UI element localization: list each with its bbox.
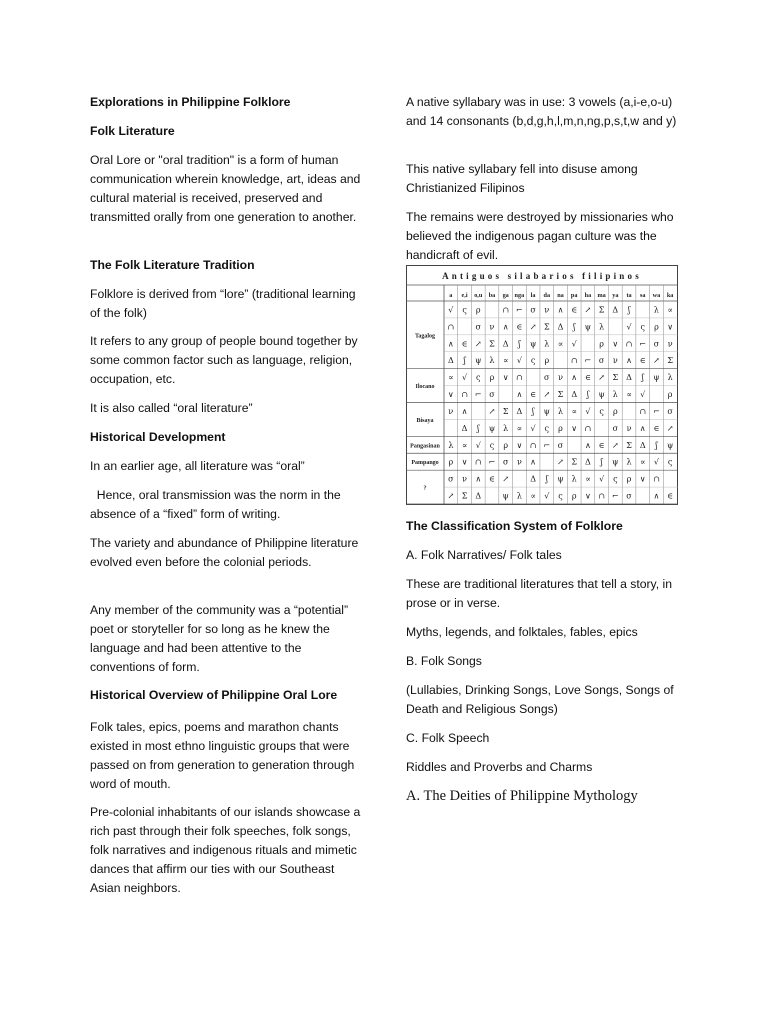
syllabary-glyph: ↗ [653,356,660,366]
syllabary-glyph: ∧ [584,440,591,450]
syllabary-glyph: Δ [585,457,591,467]
syllabary-glyph: ∨ [502,373,509,383]
syllabary-glyph: λ [667,373,673,383]
syllabary-column-header: ha [584,292,592,299]
syllabary-glyph: ν [516,457,522,467]
syllabary-glyph: ʃ [573,322,576,332]
syllabary-glyph: Σ [667,356,673,366]
syllabary-glyph: ∩ [639,406,647,416]
syllabary-glyph: ς [530,356,536,366]
syllabary-glyph: ʃ [518,339,521,349]
syllabary-glyph: ⌐ [653,406,660,416]
doc-title: Explorations in Philippine Folklore [90,95,291,109]
syllabary-glyph: λ [653,305,659,315]
syllabary-glyph: ʃ [532,406,535,416]
syllabary-glyph: ∝ [667,305,673,315]
syllabary-title: Antiguos silabarios filipinos [442,271,642,281]
syllabary-glyph: ∧ [571,373,578,383]
syllabary-glyph: ↗ [557,457,564,467]
syllabary-glyph: ψ [475,356,482,366]
syllabary-glyph: √ [448,305,454,315]
paragraph-native-syllabary: A native syllabary was in use: 3 vowels (a,i-e,o-u) and 14 consonants (b,d,g,h,l,m,n,ng,p,s,t,w and y) [406,95,677,128]
syllabary-glyph: ∈ [571,305,578,315]
syllabary-glyph: ʃ [586,390,589,400]
syllabary-glyph: ↗ [488,406,496,416]
syllabary-glyph: σ [667,406,673,416]
syllabary-glyph: Δ [475,491,482,501]
syllabary-glyph: ⌐ [474,390,482,400]
syllabary-glyph: ʃ [463,356,466,366]
syllabary-glyph: σ [502,457,509,467]
heading-deities: A. The Deities of Philippine Mythology [406,788,638,804]
syllabary-glyph: ∨ [516,440,523,450]
syllabary-glyph: ν [626,423,632,433]
syllabary-glyph: ρ [503,440,509,450]
syllabary-glyph: ↗ [543,390,551,400]
syllabary-glyph: ∝ [585,474,591,484]
syllabary-glyph: √ [516,356,522,366]
syllabary-glyph: ↗ [584,305,592,315]
paragraph-variety: The variety and abundance of Philippine literature evolved even before the colonial periods. [90,536,359,569]
syllabary-glyph: Σ [612,373,619,383]
syllabary-glyph: ψ [653,373,660,383]
syllabary-glyph: ∧ [557,305,564,315]
syllabary-glyph: λ [599,322,605,332]
syllabary-glyph: ∧ [639,423,646,433]
syllabary-glyph: ∈ [516,322,523,332]
paragraph-community-member: Any member of the community was a “potential” poet or storyteller for so long as he knew the language and had been attentive to the conventions of form. [90,603,349,674]
syllabary-glyph: ∧ [516,390,523,400]
paragraph-lore-definition: Folklore is derived from “lore” (traditional learning of the folk) [90,287,356,320]
paragraph-pre-colonial: Pre-colonial inhabitants of our islands showcase a rich past through their folk speeches, folk songs, folk narratives and indigenous rituals and mimetic dances that affirm our ties with our Southeast Asian neighbors. [90,805,361,895]
syllabary-glyph: Δ [530,474,536,484]
paragraph-myths-legends: Myths, legends, and folktales, fables, epics [406,625,638,639]
heading-historical-overview: Historical Overview of Philippine Oral Lore [90,688,338,702]
syllabary-glyph: Σ [543,322,550,332]
syllabary-glyph: ∩ [474,457,482,467]
syllabary-glyph: σ [530,305,536,315]
paragraph-traditional-literatures: These are traditional literatures that tell a story, in prose or in verse. [406,577,672,610]
syllabary-glyph: ∈ [489,474,495,484]
syllabary-glyph: ⌐ [488,457,496,467]
syllabary-glyph: ρ [475,305,481,315]
syllabary-row-label: Tagalog [414,333,436,340]
syllabary-glyph: ↗ [529,322,537,332]
syllabary-glyph: ∩ [625,339,633,349]
syllabary-glyph: ∩ [653,474,660,484]
syllabary-glyph: ↗ [611,440,619,450]
syllabary-glyph: ψ [543,406,550,416]
syllabary-glyph: Δ [516,406,523,416]
syllabary-glyph: λ [489,356,495,366]
syllabary-glyph: ∨ [461,457,468,467]
syllabary-glyph: ς [476,373,481,383]
syllabary-glyph: Δ [571,390,578,400]
syllabary-glyph: Σ [557,390,564,400]
syllabary-glyph: λ [626,457,632,467]
syllabary-glyph: λ [544,339,550,349]
syllabary-column-header: ya [612,292,619,299]
syllabary-glyph: Δ [557,322,564,332]
syllabary-glyph: ρ [626,474,632,484]
syllabary-row-label: Pangasinan [410,443,440,450]
syllabary-glyph: ς [640,322,645,332]
syllabary-glyph: ⌐ [639,339,647,349]
syllabary-glyph: ↗ [666,423,674,433]
syllabary-row-label: Ilocano [415,384,435,391]
paragraph-earlier-age: In an earlier age, all literature was “oral” [90,459,305,473]
syllabary-glyph: √ [530,423,536,433]
syllabary-glyph: Δ [612,305,619,315]
syllabary-glyph: ⌐ [516,305,523,315]
syllabary-glyph: ʃ [655,440,658,450]
syllabary-glyph: ν [462,474,467,484]
paragraph-folk-tales-epics: Folk tales, epics, poems and marathon chants existed in most ethno linguistic groups that were passed on from generation to generation through word of mouth. [90,720,355,791]
syllabary-column-header: da [543,292,551,299]
syllabary-glyph: √ [475,440,481,450]
paragraph-oral-transmission: Hence, oral transmission was the norm in the absence of a “fixed” form of writing. [90,488,345,521]
syllabary-glyph: ∈ [667,491,674,501]
syllabary-column-header: ga [502,292,509,299]
syllabary-glyph: ς [462,305,467,315]
syllabary-glyph: ν [558,373,563,383]
syllabary-glyph: ∝ [557,339,564,349]
item-folk-speech: C. Folk Speech [406,731,490,745]
syllabary-glyph: ν [544,305,550,315]
syllabary-glyph: ν [667,339,673,349]
syllabary-glyph: ↗ [598,373,605,383]
heading-historical-development: Historical Development [90,430,226,444]
syllabary-glyph: √ [599,474,605,484]
syllabary-glyph: ς [558,491,563,501]
syllabary-column-header: ma [597,292,606,299]
syllabary-column-header: na [557,292,564,299]
syllabary-glyph: ∩ [447,322,455,332]
syllabary-glyph: ρ [612,406,618,416]
syllabary-glyph: ρ [599,339,604,349]
paragraph-fell-into-disuse: This native syllabary fell into disuse among Christianized Filipinos [406,162,638,195]
syllabary-glyph: √ [626,322,632,332]
syllabary-row-label: Bisaya [416,417,434,424]
syllabary-glyph: ρ [558,423,563,433]
syllabary-glyph: ρ [448,457,454,467]
syllabary-glyph: λ [448,440,454,450]
syllabary-glyph: ∨ [571,423,578,433]
syllabary-glyph: ↗ [474,339,482,349]
syllabary-glyph: ∝ [640,457,646,467]
syllabary-column-header: nga [514,292,525,299]
syllabary-glyph: ∈ [653,423,660,433]
syllabary-glyph: ∩ [529,440,537,450]
syllabary-column-header: ba [488,292,496,299]
syllabary-column-header: e,i [461,292,468,299]
syllabary-column-header: o,u [474,292,483,299]
syllabary-glyph: ∝ [516,423,523,433]
syllabary-glyph: ∧ [461,406,468,416]
syllabary-glyph: ∈ [584,373,591,383]
syllabary-glyph: √ [571,339,577,349]
syllabary-glyph: ↗ [502,474,510,484]
syllabary-glyph: σ [557,440,564,450]
syllabary-glyph: ∧ [502,322,509,332]
syllabary-glyph: √ [640,390,646,400]
syllabary-glyph: ∨ [667,322,674,332]
syllabary-column-header: pa [570,292,578,299]
syllabary-glyph: ψ [502,491,509,501]
paragraph-oral-lore: Oral Lore or "oral tradition" is a form of human communication wherein knowledge, art, ideas and cultural material is received, preserved and transmitted orally from one generation to another. [90,153,361,224]
syllabary-glyph: Σ [626,440,632,450]
syllabary-glyph: σ [475,322,481,332]
syllabary-glyph: Δ [639,440,646,450]
syllabary-glyph: ∝ [448,373,454,383]
syllabary-glyph: ∩ [502,305,510,315]
syllabary-glyph: ∨ [584,491,591,501]
syllabary-glyph: Σ [571,457,578,467]
syllabary-glyph: ʃ [600,457,603,467]
item-folk-songs: B. Folk Songs [406,654,482,668]
syllabary-glyph: ψ [612,457,619,467]
syllabary-glyph: ∨ [612,339,619,349]
syllabary-glyph: ∝ [502,356,509,366]
syllabary-glyph: σ [489,390,495,400]
syllabary-glyph: σ [653,339,660,349]
syllabary-glyph: ∝ [530,491,536,501]
syllabary-glyph: ν [612,356,618,366]
syllabary-glyph: ∧ [626,356,632,366]
syllabary-column-header: sa [639,292,646,299]
syllabary-glyph: ∧ [475,474,482,484]
syllabary-glyph: √ [544,491,550,501]
syllabary-glyph: ∝ [571,406,577,416]
syllabary-glyph: ρ [654,322,659,332]
syllabary-glyph: ς [613,474,618,484]
syllabary-column-header: a [449,292,453,299]
syllabary-glyph: ∧ [530,457,537,467]
syllabary-column-header: wa [652,292,661,299]
syllabary-glyph: Δ [461,423,468,433]
syllabary-glyph: ∩ [598,491,605,501]
syllabary-glyph: ∝ [461,440,468,450]
syllabary-glyph: ∈ [639,356,646,366]
syllabary-glyph: ʃ [545,474,548,484]
syllabary-glyph: ψ [529,339,537,349]
syllabary-glyph: ʃ [641,373,644,383]
syllabary-glyph: ψ [557,474,564,484]
syllabary-row-label: Pampango [411,460,439,467]
syllabary-glyph: λ [571,474,577,484]
syllabary-glyph: Σ [598,305,605,315]
syllabary-column-header: ta [626,292,632,299]
syllabary-glyph: ψ [598,390,605,400]
syllabary-glyph: ν [448,406,454,416]
syllabary-glyph: ⌐ [584,356,592,366]
paragraph-remains-destroyed: The remains were destroyed by missionaries who believed the indigenous pagan culture was the handicraft of evil. [406,210,674,262]
syllabary-glyph: ς [544,423,550,433]
syllabary-glyph: ψ [488,423,496,433]
syllabary-glyph: Σ [502,406,509,416]
syllabary-glyph: λ [516,491,522,501]
syllabary-column-header: ka [666,292,674,299]
syllabary-glyph: Σ [461,491,468,501]
syllabary-glyph: ʃ [627,305,631,315]
paragraph-group-of-people: It refers to any group of people bound together by some common factor such as language, religion, occupation, etc. [90,334,358,386]
syllabary-glyph: ρ [571,491,577,501]
syllabary-glyph: Δ [502,339,509,349]
syllabary-glyph: √ [653,457,659,467]
syllabary-glyph: ∈ [598,440,605,450]
syllabary-column-header: la [530,292,536,299]
syllabary-glyph: λ [503,423,509,433]
heading-folk-literature-tradition: The Folk Literature Tradition [90,258,255,272]
syllabary-row-label: ? [423,485,427,492]
syllabary-glyph: ρ [544,356,550,366]
syllabary-glyph: √ [462,373,468,383]
syllabary-glyph: ∧ [653,491,660,501]
syllabary-glyph: ∈ [461,339,468,349]
syllabary-glyph: √ [585,406,591,416]
paragraph-riddles-proverbs: Riddles and Proverbs and Charms [406,760,593,774]
paragraph-song-types: (Lullabies, Drinking Songs, Love Songs, Songs of Death and Religious Songs) [406,683,674,716]
syllabary-glyph: λ [612,390,618,400]
syllabary-glyph: λ [557,406,564,416]
syllabary-glyph: σ [544,373,550,383]
syllabary-glyph: ⌐ [611,491,619,501]
syllabary-glyph: ρ [489,373,495,383]
syllabary-glyph: ς [667,457,673,467]
syllabary-glyph: ∈ [530,390,537,400]
syllabary-glyph: Σ [489,339,495,349]
syllabary-table-image [406,265,678,505]
heading-folk-literature: Folk Literature [90,124,175,138]
syllabary-glyph: σ [448,474,454,484]
syllabary-glyph: ψ [667,440,674,450]
syllabary-glyph: ⌐ [543,440,551,450]
syllabary-glyph: ∩ [570,356,578,366]
syllabary-glyph: Δ [626,373,632,383]
syllabary-glyph: ↗ [447,491,455,501]
syllabary-glyph: ∧ [447,339,454,349]
paragraph-oral-literature: It is also called “oral literature” [90,401,253,415]
syllabary-glyph: ς [489,440,495,450]
item-folk-narratives: A. Folk Narratives/ Folk tales [406,548,562,562]
syllabary-glyph: ς [599,406,604,416]
syllabary-glyph: σ [598,356,605,366]
syllabary-glyph: ∨ [447,390,454,400]
syllabary-glyph: ∩ [584,423,592,433]
syllabary-glyph: σ [612,423,619,433]
syllabary-glyph: ʃ [477,423,480,433]
syllabary-glyph: ∩ [516,373,523,383]
heading-classification-system: The Classification System of Folklore [406,519,623,533]
syllabary-glyph: ν [489,322,495,332]
syllabary-glyph: ∩ [461,390,468,400]
syllabary-glyph: ∨ [639,474,646,484]
syllabary-glyph: ψ [584,322,592,332]
syllabary-glyph: ρ [667,390,673,400]
syllabary-glyph: σ [626,491,632,501]
syllabary-glyph: ∝ [626,390,632,400]
syllabary-glyph: Δ [447,356,454,366]
